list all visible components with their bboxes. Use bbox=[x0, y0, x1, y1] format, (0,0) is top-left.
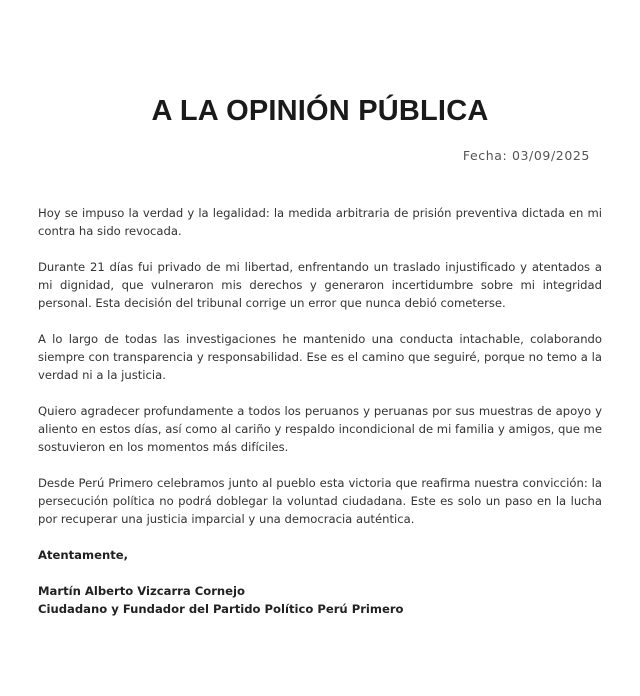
document-date: Fecha: 03/09/2025 bbox=[462, 148, 590, 163]
paragraph-3: A lo largo de todas las investigaciones he mantenido una conducta intachable, colaborando siempre con transparencia y responsabilidad. Ese es el camino que seguiré, porque no temo a la verdad ni a la justicia. bbox=[38, 332, 602, 382]
paragraph-2: Durante 21 días fui privado de mi libertad, enfrentando un traslado injustificado y atentados a mi dignidad, que vulneraron mis derechos y generaron incertidumbre sobre mi integridad personal. Esta decisión del tribunal corrige un error que nunca debió cometerse. bbox=[38, 260, 602, 310]
paragraph-1: Hoy se impuso la verdad y la legalidad: la medida arbitraria de prisión preventiva dictada en mi contra ha sido revocada. bbox=[38, 206, 602, 238]
paragraph-5: Desde Perú Primero celebramos junto al pueblo esta victoria que reafirma nuestra convicción: la persecución política no podrá doblegar la voluntad ciudadana. Este es solo un paso en la lucha por recuperar una justicia imparcial y una democracia auténtica. bbox=[38, 476, 602, 526]
document-body bbox=[38, 204, 602, 618]
signature-title: Ciudadano y Fundador del Partido Político Perú Primero bbox=[38, 602, 404, 616]
paragraph-4: Quiero agradecer profundamente a todos los peruanos y peruanas por sus muestras de apoyo y aliento en estos días, así como al cariño y respaldo incondicional de mi familia y amigos, que me sostuvieron en los momentos más difíciles. bbox=[38, 404, 602, 454]
closing-salutation: Atentamente, bbox=[38, 548, 129, 562]
page-title: A LA OPINIÓN PÚBLICA bbox=[151, 95, 489, 128]
signature-name: Martín Alberto Vizcarra Cornejo bbox=[38, 584, 245, 598]
